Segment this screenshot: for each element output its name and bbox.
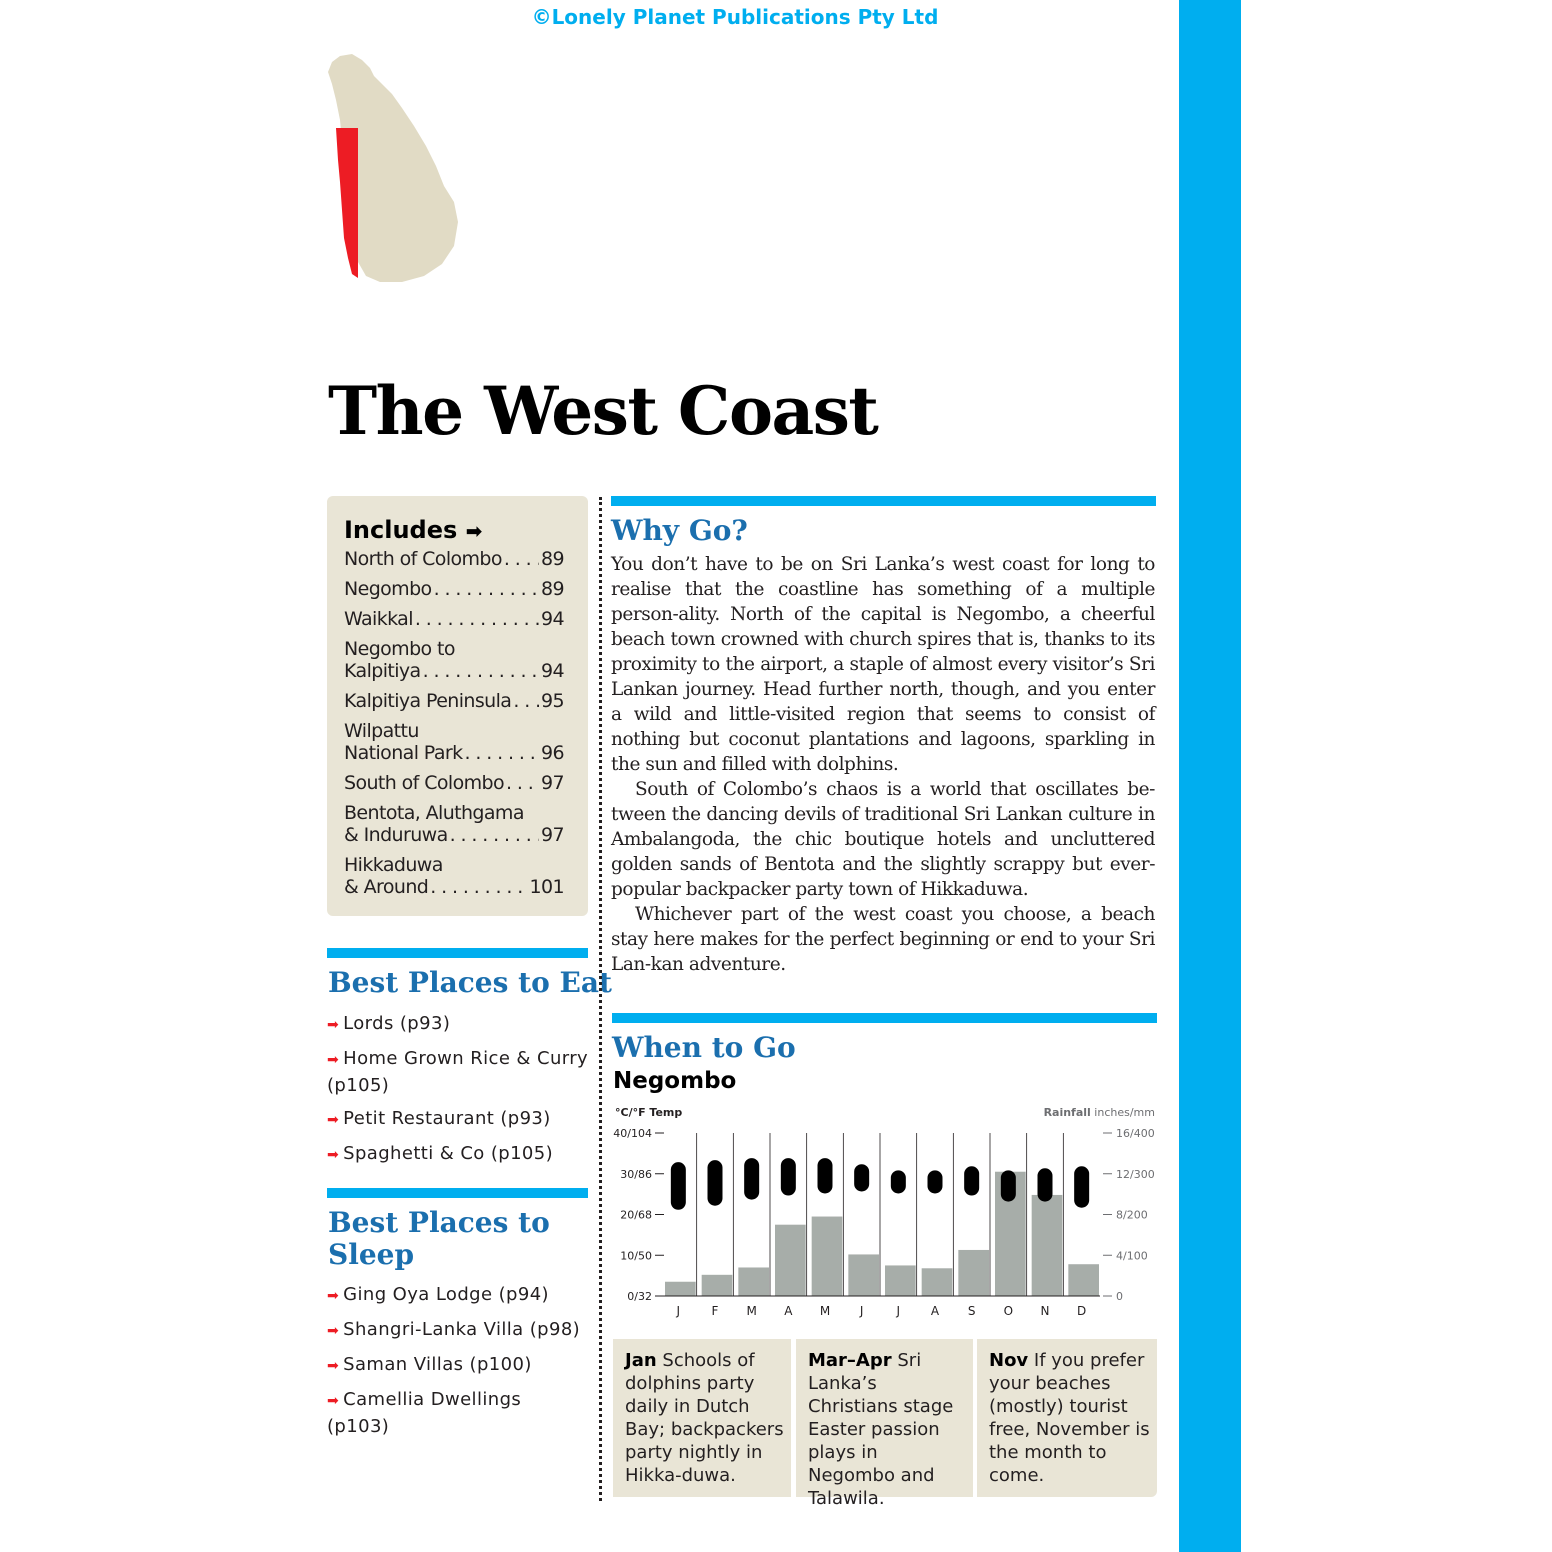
best-eat-heading: Best Places to Eat [328,966,612,999]
leader-dots [423,660,539,682]
temperature-range-marker [818,1158,833,1193]
tip-label: Jan [625,1350,657,1371]
rainfall-bar [885,1265,916,1296]
rainfall-bar [958,1250,989,1296]
includes-item[interactable] [344,772,564,794]
includes-item[interactable] [344,638,564,682]
tip-box-mar-apr [796,1339,973,1509]
eat-top-rule [327,948,588,958]
list-item[interactable] [327,1106,589,1133]
arrow-right-icon: ➡ [327,1358,340,1374]
arrow-right-icon: ➡ [465,519,483,543]
includes-item-page: 94 [541,660,564,682]
leader-dots [464,742,539,764]
temperature-range-marker [891,1170,906,1193]
temperature-range-marker [744,1158,759,1199]
copyright-notice: ©Lonely Planet Publications Pty Ltd [531,5,939,29]
why-go-paragraph-3: Whichever part of the west coast you choose, a beach stay here makes for the perfect beginning or end to your Sri Lan-kan adventure. [611,904,1155,975]
best-sleep-heading: Best Places to Sleep [328,1206,550,1271]
includes-item-label: National Park [344,742,463,764]
tip-text-jan [625,1349,785,1487]
includes-item-line [344,824,564,846]
sri-lanka-locator-map [318,50,478,290]
leader-dots [450,824,539,846]
includes-item-page: 97 [541,824,564,846]
west-coast-highlight [336,128,358,278]
list-item[interactable] [327,1011,589,1038]
list-item-text: Petit Restaurant (p93) [343,1108,551,1129]
arrow-right-icon: ➡ [327,1393,340,1409]
includes-item-page: 97 [541,772,564,794]
rain-tick-label: 12/300 [1116,1167,1155,1181]
list-item[interactable] [327,1387,589,1439]
month-label: A [930,1304,940,1318]
month-label: S [967,1304,976,1318]
list-item-text: Lords (p93) [343,1013,451,1034]
why-go-paragraph-1: You don’t have to be on Sri Lanka’s west coast for long to realise that the coastline has something of a multiple person-ality. North of the capital is Negombo, a cheerful beach town crowned with church spires that is, thanks to its proximity to the airport, a staple of almost every visitor’s Sri Lankan journey. Head further north, though, and you enter a wild and little-visited region that seems to consist of nothing but coconut plantations and lagoons, sparkling in the sun and filled with dolphins. [611,554,1155,775]
month-label: J [676,1304,681,1318]
rain-axis-label [1044,1106,1155,1119]
chapter-title: The West Coast [328,372,878,450]
list-item-text: Ging Oya Lodge (p94) [343,1284,549,1305]
arrow-right-icon: ➡ [327,1017,340,1033]
includes-item-page: 95 [541,690,564,712]
temp-tick-label: 30/86 [620,1167,652,1181]
temperature-range-marker [1074,1166,1089,1207]
includes-item[interactable] [344,854,564,898]
rainfall-bar [1068,1264,1099,1296]
rainfall-bar [812,1217,843,1296]
leader-dots [415,608,539,630]
temperature-range-marker [671,1162,686,1210]
rainfall-bar [848,1254,879,1296]
includes-item-line1: Bentota, Aluthgama [344,802,524,824]
best-sleep-list [327,1282,589,1447]
includes-item-page: 89 [541,578,564,600]
includes-item-page: 94 [541,608,564,630]
rainfall-bar [775,1225,806,1296]
tip-box-nov [977,1339,1157,1497]
column-divider [599,497,602,1501]
includes-item-label: & Around [344,876,429,898]
temp-tick-label: 0/32 [627,1290,652,1303]
why-go-heading: Why Go? [611,514,748,547]
includes-item[interactable] [344,690,564,712]
arrow-right-icon: ➡ [327,1323,340,1339]
list-item[interactable] [327,1317,589,1344]
month-label: M [819,1304,831,1318]
includes-box [327,496,588,916]
temperature-range-marker [781,1158,796,1195]
includes-heading [344,516,482,544]
includes-item[interactable] [344,608,564,630]
list-item-text: Camellia Dwellings (p103) [327,1389,522,1437]
list-item[interactable] [327,1352,589,1379]
includes-item[interactable] [344,548,564,570]
list-item[interactable] [327,1141,589,1168]
arrow-right-icon: ➡ [327,1288,340,1304]
month-label: A [784,1304,793,1318]
includes-item-line [344,578,564,600]
list-item-text: Home Grown Rice & Curry (p105) [327,1048,589,1096]
includes-item-label: North of Colombo [344,548,502,570]
includes-item-line [344,608,564,630]
temp-axis-label: °C/°F Temp [615,1106,683,1119]
list-item-text: Spaghetti & Co (p105) [343,1143,554,1164]
temperature-range-marker [854,1164,869,1191]
includes-item-label: Kalpitiya Peninsula [344,690,512,712]
temp-tick-label: 40/104 [613,1127,652,1140]
arrow-right-icon: ➡ [327,1112,340,1128]
tip-body: Sri Lanka’s Christians stage Easter passion plays in Negombo and Talawila. [808,1350,954,1509]
why-go-top-rule [611,496,1156,506]
climate-city-name: Negombo [613,1068,737,1094]
includes-item-line [344,660,564,682]
rain-tick-label: 8/200 [1116,1208,1148,1222]
tip-box-jan [613,1339,791,1497]
includes-item-line [344,876,564,898]
climate-chart [612,1100,1158,1326]
best-eat-list [327,1011,589,1176]
includes-item-line1: Wilpattu [344,720,419,742]
tip-body: Schools of dolphins party daily in Dutch Bay; backpackers party nightly in Hikka-duwa. [625,1350,784,1486]
includes-item-page: 89 [541,548,564,570]
month-label: J [859,1304,864,1318]
includes-item-label: Negombo [344,578,432,600]
month-label: J [896,1304,901,1318]
includes-item-line1: Hikkaduwa [344,854,443,876]
list-item[interactable] [327,1282,589,1309]
rainfall-bar [922,1268,953,1296]
leader-dots [506,772,539,794]
month-label: M [746,1304,757,1318]
rainfall-bar [665,1282,696,1296]
includes-item[interactable] [344,578,564,600]
tip-text-mar-apr [808,1349,967,1510]
why-go-body [611,552,1155,977]
arrow-right-icon: ➡ [327,1052,340,1068]
why-go-paragraph-2: South of Colombo’s chaos is a world that oscillates be-tween the dancing devils of traditional Sri Lankan culture in Ambalangoda, the chic boutique hotels and uncluttered golden sands of Bentota and the slightly scrappy but ever-popular backpacker party town of Hikkaduwa. [611,779,1155,900]
sleep-top-rule [327,1188,588,1198]
rain-axis-label-bold: Rainfall [1043,1106,1091,1119]
temperature-range-marker [964,1166,979,1195]
includes-item[interactable] [344,802,564,846]
temperature-range-marker [1001,1170,1016,1201]
temperature-range-marker [1038,1168,1053,1201]
includes-item-label: & Induruwa [344,824,448,846]
list-item[interactable] [327,1046,589,1098]
includes-item-label: South of Colombo [344,772,504,794]
rain-axis-label-unit: inches/mm [1090,1106,1155,1119]
leader-dots [513,690,539,712]
rain-tick-label: 16/400 [1116,1127,1155,1140]
arrow-right-icon: ➡ [327,1147,340,1163]
leader-dots [504,548,539,570]
leader-dots [434,578,539,600]
rainfall-bar [1032,1195,1063,1296]
temperature-range-marker [928,1170,943,1193]
month-label: O [1003,1304,1014,1318]
includes-item-label: Waikkal [344,608,413,630]
includes-item-page: 96 [541,742,564,764]
includes-item[interactable] [344,720,564,764]
rainfall-bar [702,1275,733,1296]
tip-label: Mar–Apr [808,1350,892,1371]
side-tab-bar [1179,0,1241,1552]
list-item-text: Shangri-Lanka Villa (p98) [343,1319,581,1340]
month-label: F [711,1304,719,1318]
includes-item-line [344,548,564,570]
leader-dots [430,876,527,898]
includes-item-line [344,690,564,712]
includes-item-page: 101 [529,876,564,898]
month-label: D [1077,1304,1087,1318]
when-to-go-top-rule [612,1013,1157,1023]
includes-heading-text: Includes [344,516,458,544]
when-to-go-heading: When to Go [612,1031,796,1064]
month-label: N [1040,1304,1050,1318]
list-item-text: Saman Villas (p100) [343,1354,532,1375]
temperature-range-marker [708,1160,723,1206]
includes-item-label: Kalpitiya [344,660,421,682]
tip-text-nov [989,1349,1151,1487]
includes-item-line [344,742,564,764]
includes-item-line [344,772,564,794]
rain-tick-label: 4/100 [1116,1249,1148,1263]
tip-label: Nov [989,1350,1029,1371]
includes-item-line1: Negombo to [344,638,455,660]
temp-tick-label: 10/50 [620,1249,652,1263]
rain-tick-label: 0 [1116,1290,1123,1303]
temp-tick-label: 20/68 [620,1208,652,1222]
rainfall-bar [738,1267,769,1296]
tip-body: If you prefer your beaches (mostly) tourist free, November is the month to come. [989,1350,1150,1486]
